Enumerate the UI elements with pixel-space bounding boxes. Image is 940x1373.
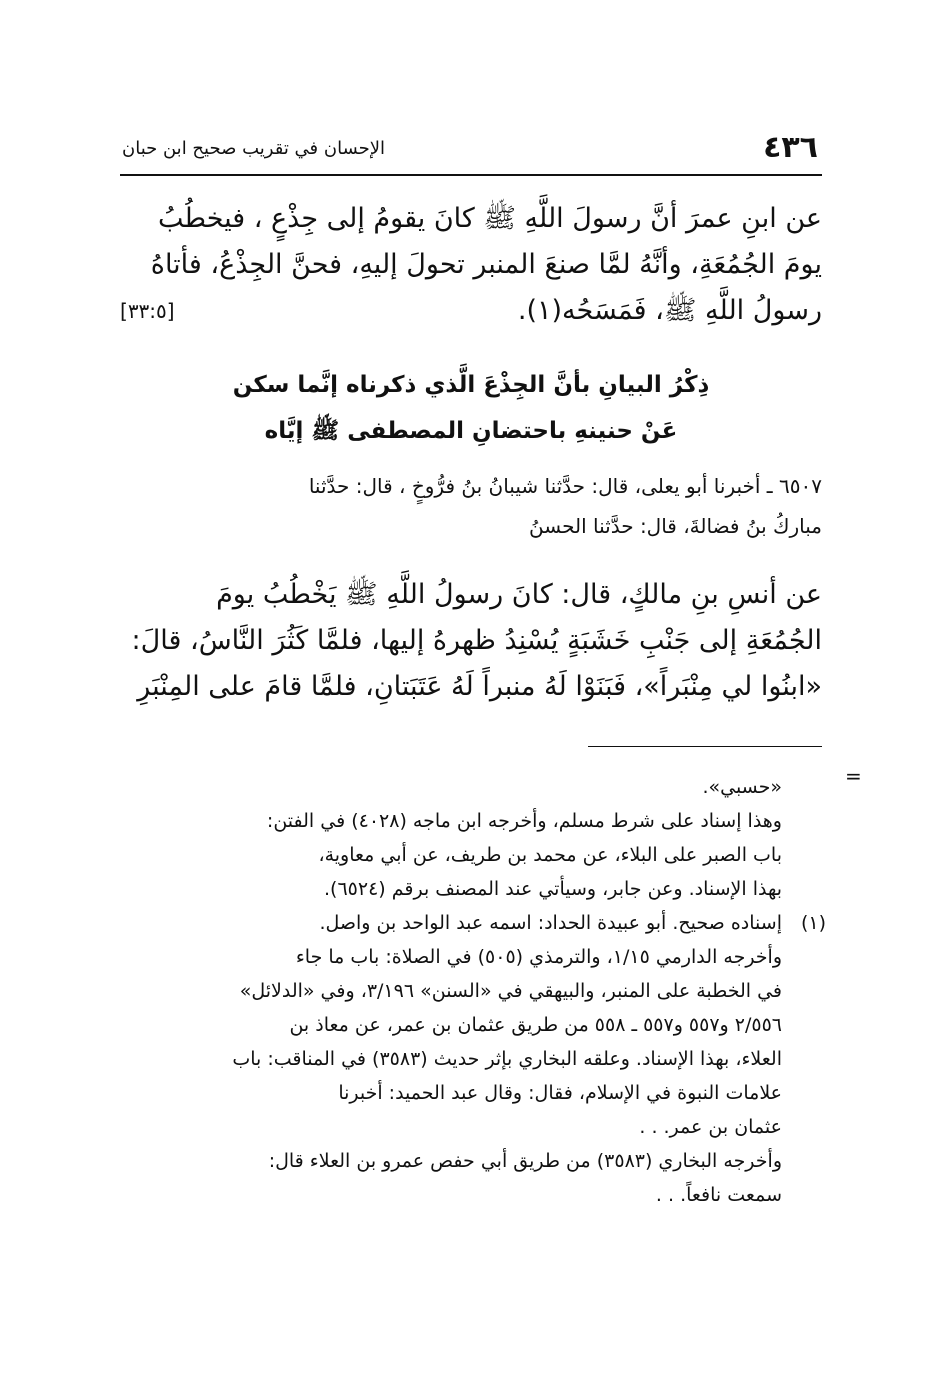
footnote-cont-line-2: وهذا إسناد على شرط مسلم، وأخرجه ابن ماجه (٤٠٢٨) في الفتن: [266, 810, 782, 832]
hadith1-line-2: يومَ الجُمُعَةِ، وأنَّهُ لمَّا صنعَ المنبر تحولَ إليهِ، فحنَّ الجِذْعُ، فأتاهُ [150, 249, 822, 280]
footnote-1-line-9: سمعت نافعاً. . . [655, 1184, 782, 1206]
footnote-1-text-1: إسناده صحيح. أبو عبيدة الحداد: اسمه عبد الواحد بن واصل. [319, 912, 782, 934]
hadith1-line-3-wrap [120, 288, 822, 334]
footnote-1-line-4: ٢/٥٥٦ و٥٥٧ و٥٥٧ ـ ٥٥٨ من طريق عثمان بن عمر، عن معاذ بن [289, 1014, 782, 1036]
footnotes [120, 770, 826, 1212]
hadith1-line-3: رسولُ اللَّهِ ﷺ، فَمَسَحُه(١). [517, 295, 822, 326]
chapter-heading-line-2: عَنْ حنينهِ باحتضانِ المصطفى ﷺ إيَّاه [264, 418, 678, 444]
isnad [120, 466, 822, 546]
footnote-1-line-5: العلاء، بهذا الإسناد. وعلقه البخاري بإثر حديث (٣٥٨٣) في المناقب: باب [232, 1048, 782, 1070]
chapter-heading-line-1: ذِكْرُ البيانِ بأنَّ الجِذْعَ الَّذي ذكرناه إنَّما سكن [232, 372, 710, 398]
footnote-1-line-8: وأخرجه البخاري (٣٥٨٣) من طريق أبي حفص عمرو بن العلاء قال: [268, 1150, 782, 1172]
hadith-text-2 [120, 572, 822, 710]
footnote-1-line-1 [120, 906, 826, 940]
footnote-1-line-7: عثمان بن عمر. . . [639, 1116, 782, 1138]
footnote-1-line-6: علامات النبوة في الإسلام، فقال: وقال عبد الحميد: أخبرنا [338, 1082, 782, 1104]
chapter-heading [120, 362, 822, 454]
header-rule [120, 174, 822, 176]
hadith2-line-2: الجُمُعَةِ إلى جَنْبِ خَشَبَةٍ يُسْنِدُ ظهرهُ إليها، فلمَّا كَثُرَ النَّاسُ، قالَ: [131, 625, 822, 656]
hadith-text-1 [120, 196, 822, 334]
running-title: الإحسان في تقريب صحيح ابن حبان [122, 138, 386, 159]
hadith2-line-1: عن أنسِ بنِ مالكٍ، قال: كانَ رسولُ اللَّهِ ﷺ يَخْطُبُ يومَ [216, 579, 822, 610]
continuation-mark: = [845, 764, 862, 788]
page-header [120, 128, 820, 172]
footnote-cont-line-4: بهذا الإسناد. وعن جابر، وسيأتي عند المصنف برقم (٦٥٢٤). [324, 878, 782, 900]
hadith2-line-3: «ابنُوا لي مِنْبَراً»، فَبَنَوْا لَهُ منبراً لَهُ عَتَبَتانِ، فلمَّا قامَ على المِنْبَرِ [137, 671, 822, 702]
hadith-reference: [٣٣:٥] [120, 299, 175, 323]
page-number: ٤٣٦ [763, 130, 818, 165]
isnad-line-1: ٦٥٠٧ ـ أخبرنا أبو يعلى، قال: حدَّثنا شيبانُ بنُ فرُّوخٍ ، قال: حدَّثنا [308, 474, 822, 498]
footnote-separator [588, 746, 822, 747]
footnote-1-number: (١) [800, 912, 826, 934]
hadith1-line-1: عن ابنِ عمرَ أنَّ رسولَ اللَّهِ ﷺ كانَ يقومُ إلى جِذْعٍ ، فيخطُبُ [158, 203, 822, 234]
footnote-cont-line-1: «حسبي». [702, 776, 782, 798]
footnote-1-line-3: في الخطبة على المنبر، والبيهقي في «السنن» ٣/١٩٦، وفي «الدلائل» [239, 980, 782, 1002]
isnad-line-2: مباركُ بنُ فضالةَ، قال: حدَّثنا الحسنُ [529, 514, 822, 538]
footnote-1-line-2: وأخرجه الدارمي ١/١٥، والترمذي (٥٠٥) في الصلاة: باب ما جاء [295, 946, 782, 968]
footnote-cont-line-3: باب الصبر على البلاء، عن محمد بن طريف، عن أبي معاوية، [318, 844, 782, 866]
